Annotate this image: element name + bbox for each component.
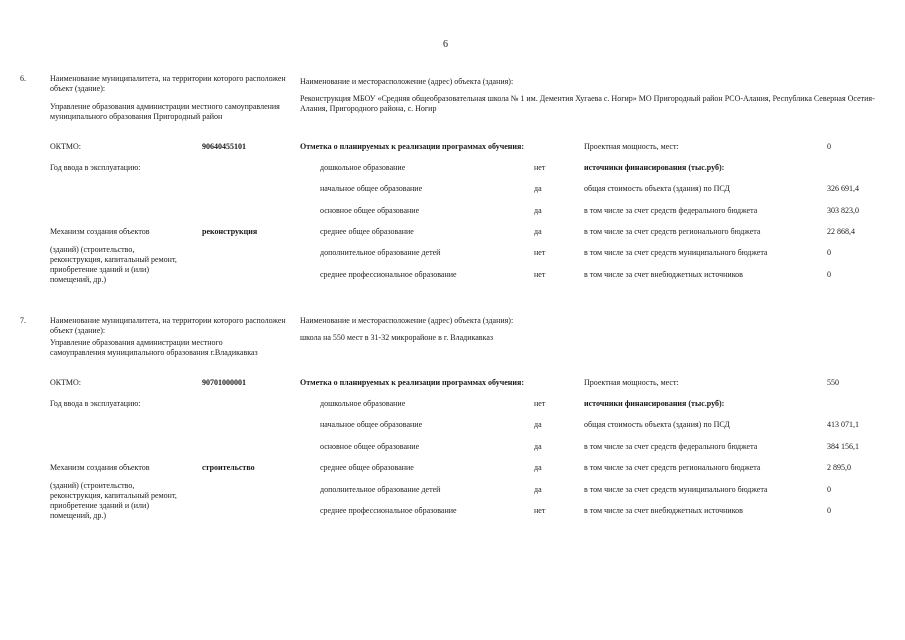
capacity-label: Проектная мощность, мест: bbox=[584, 378, 679, 387]
program-mark: нет bbox=[534, 506, 546, 515]
municipality-value: Управление образования администрации местного самоуправления муниципального образования Пригородный район bbox=[50, 102, 280, 121]
year-label: Год ввода в эксплуатацию: bbox=[50, 163, 141, 172]
funding-value: 0 bbox=[827, 485, 831, 494]
program-mark: да bbox=[534, 463, 542, 472]
program-name: дошкольное образование bbox=[320, 163, 406, 172]
funding-value: 0 bbox=[827, 506, 831, 515]
capacity-value: 550 bbox=[827, 378, 839, 387]
program-mark: нет bbox=[534, 248, 546, 257]
funding-label: в том числе за счет внебюджетных источников bbox=[584, 506, 743, 515]
funding-value: 22 868,4 bbox=[827, 227, 855, 236]
program-mark: да bbox=[534, 206, 542, 215]
program-mark: да bbox=[534, 485, 542, 494]
oktmo-label: ОКТМО: bbox=[50, 142, 82, 151]
program-name: основное общее образование bbox=[320, 442, 420, 451]
funding-title: источники финансирования (тыс.руб): bbox=[584, 399, 725, 408]
object-label: Наименование и месторасположение (адрес) объекта (здания): bbox=[300, 77, 514, 86]
funding-label: в том числе за счет средств муниципального бюджета bbox=[584, 248, 768, 257]
funding-label: в том числе за счет внебюджетных источников bbox=[584, 270, 743, 279]
program-mark: нет bbox=[534, 270, 546, 279]
capacity-value: 0 bbox=[827, 142, 831, 151]
mechanism-label: Механизм создания объектов bbox=[50, 463, 150, 472]
oktmo-value: 90701000001 bbox=[202, 378, 246, 387]
object-value: школа на 550 мест в 31-32 микрорайоне в г. Владикавказ bbox=[300, 333, 494, 342]
program-name: среднее профессиональное образование bbox=[320, 506, 457, 515]
funding-label: в том числе за счет средств регионального бюджета bbox=[584, 463, 761, 472]
page-number: 6 bbox=[443, 39, 448, 50]
program-name: дополнительное образование детей bbox=[320, 485, 441, 494]
year-label: Год ввода в эксплуатацию: bbox=[50, 399, 141, 408]
funding-value: 413 071,1 bbox=[827, 420, 859, 429]
funding-value: 326 691,4 bbox=[827, 184, 859, 193]
municipality-label: Наименование муниципалитета, на территории которого расположен объект (здание): bbox=[50, 74, 286, 93]
funding-label: в том числе за счет средств муниципального бюджета bbox=[584, 485, 768, 494]
program-name: начальное общее образование bbox=[320, 184, 423, 193]
municipality-label: Наименование муниципалитета, на территории которого расположен объект (здание): bbox=[50, 316, 286, 335]
mechanism-label: Механизм создания объектов bbox=[50, 227, 150, 236]
funding-value: 0 bbox=[827, 270, 831, 279]
program-mark: да bbox=[534, 442, 542, 451]
program-mark: да bbox=[534, 184, 542, 193]
mechanism-note: (зданий) (строительство, реконструкция, капитальный ремонт, приобретение зданий и (или) помещений, др.) bbox=[50, 481, 177, 520]
section-number: 7. bbox=[20, 316, 26, 325]
funding-value: 303 823,0 bbox=[827, 206, 859, 215]
funding-label: в том числе за счет средств регионального бюджета bbox=[584, 227, 761, 236]
funding-label: общая стоимость объекта (здания) по ПСД bbox=[584, 420, 730, 429]
program-name: среднее общее образование bbox=[320, 463, 414, 472]
capacity-label: Проектная мощность, мест: bbox=[584, 142, 679, 151]
mechanism-value: реконструкция bbox=[202, 227, 258, 236]
programs-label: Отметка о планируемых к реализации программах обучения: bbox=[300, 378, 525, 387]
object-value: Реконструкция МБОУ «Средняя общеобразовательная школа № 1 им. Дементия Хугаева с. Ногир» МО Пригородный район РСО-Алания, Республика Северная Осетия-Алания, Пригородного района, с. Ногир bbox=[300, 94, 875, 113]
program-name: дошкольное образование bbox=[320, 399, 406, 408]
program-name: основное общее образование bbox=[320, 206, 420, 215]
funding-label: общая стоимость объекта (здания) по ПСД bbox=[584, 184, 730, 193]
program-mark: да bbox=[534, 227, 542, 236]
municipality-value: Управление образования администрации местного самоуправления муниципального образования г.Владикавказ bbox=[50, 338, 258, 357]
funding-value: 384 156,1 bbox=[827, 442, 859, 451]
program-name: дополнительное образование детей bbox=[320, 248, 441, 257]
funding-value: 2 895,0 bbox=[827, 463, 851, 472]
section-number: 6. bbox=[20, 74, 26, 83]
mechanism-value: строительство bbox=[202, 463, 255, 472]
programs-label: Отметка о планируемых к реализации программах обучения: bbox=[300, 142, 525, 151]
object-label: Наименование и месторасположение (адрес) объекта (здания): bbox=[300, 316, 514, 325]
oktmo-label: ОКТМО: bbox=[50, 378, 82, 387]
program-name: среднее профессиональное образование bbox=[320, 270, 457, 279]
program-mark: нет bbox=[534, 163, 546, 172]
program-mark: нет bbox=[534, 399, 546, 408]
funding-title: источники финансирования (тыс.руб): bbox=[584, 163, 725, 172]
program-name: среднее общее образование bbox=[320, 227, 414, 236]
oktmo-value: 90640455101 bbox=[202, 142, 246, 151]
mechanism-note: (зданий) (строительство, реконструкция, капитальный ремонт, приобретение зданий и (или) помещений, др.) bbox=[50, 245, 177, 284]
funding-label: в том числе за счет средств федерального бюджета bbox=[584, 206, 758, 215]
program-mark: да bbox=[534, 420, 542, 429]
program-name: начальное общее образование bbox=[320, 420, 423, 429]
funding-label: в том числе за счет средств федерального бюджета bbox=[584, 442, 758, 451]
funding-value: 0 bbox=[827, 248, 831, 257]
